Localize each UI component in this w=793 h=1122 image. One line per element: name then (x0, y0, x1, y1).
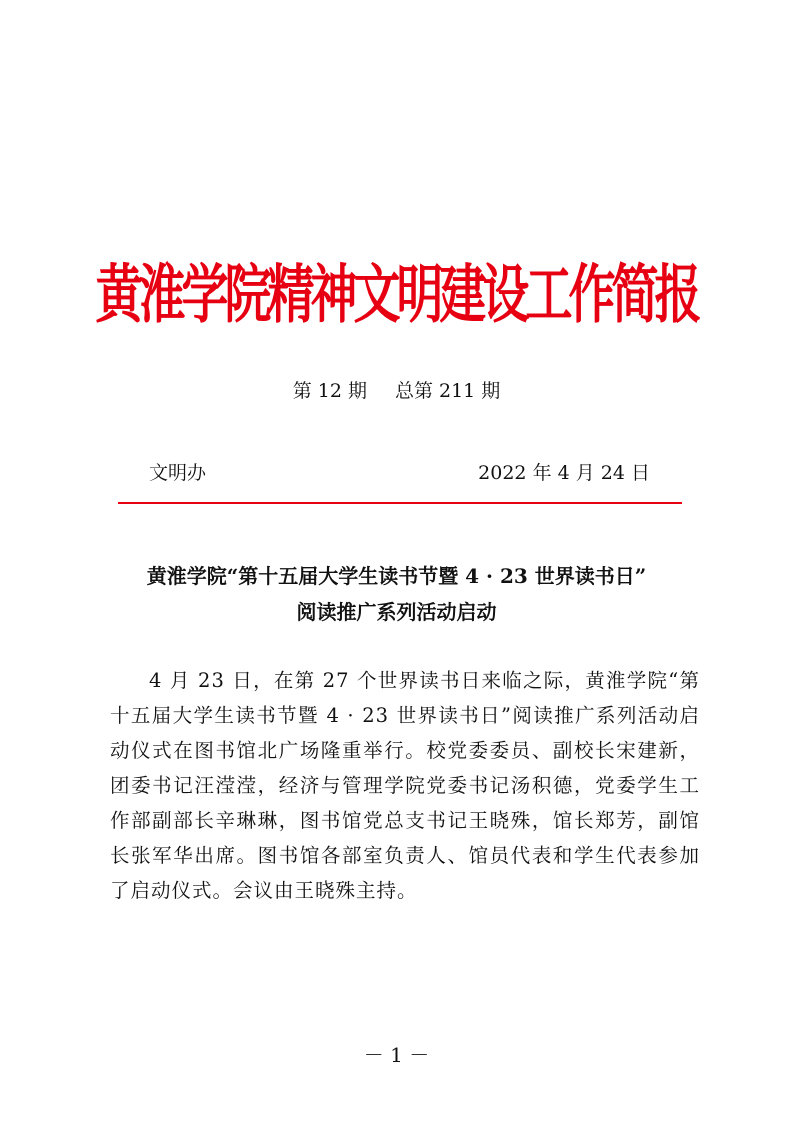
issuing-office: 文明办 (149, 462, 207, 484)
issue-number: 第 12 期 (292, 380, 367, 402)
issue-date: 2022 年 4 月 24 日 (478, 462, 650, 484)
red-divider-line (118, 502, 682, 504)
issue-line (0, 378, 793, 404)
article-headline (80, 558, 713, 630)
article-body: 4 月 23 日，在第 27 个世界读书日来临之际，黄淮学院“第十五届大学生读书节暨 4 · 23 世界读书日”阅读推广系列活动启动仪式在图书馆北广场隆重举行。校党委委员、副校长宋建新，团委书记汪滢滢，经济与管理学院党委书记汤积德，党委学生工作部副部长辛琳琳，图书馆党总支书记王晓殊，馆长郑芳，副馆长张军华出席。图书馆各部室负责人、馆员代表和学生代表参加了启动仪式。会议由王晓殊主持。 (110, 669, 700, 902)
headline-line-2: 阅读推广系列活动启动 (296, 600, 497, 624)
page-number: － 1 － (363, 1043, 430, 1067)
masthead-title: 黄淮学院精神文明建设工作简报 (95, 258, 698, 333)
headline-line-1: 黄淮学院“第十五届大学生读书节暨 4 · 23 世界读书日” (146, 564, 647, 588)
issue-total: 总第 211 期 (394, 380, 501, 402)
